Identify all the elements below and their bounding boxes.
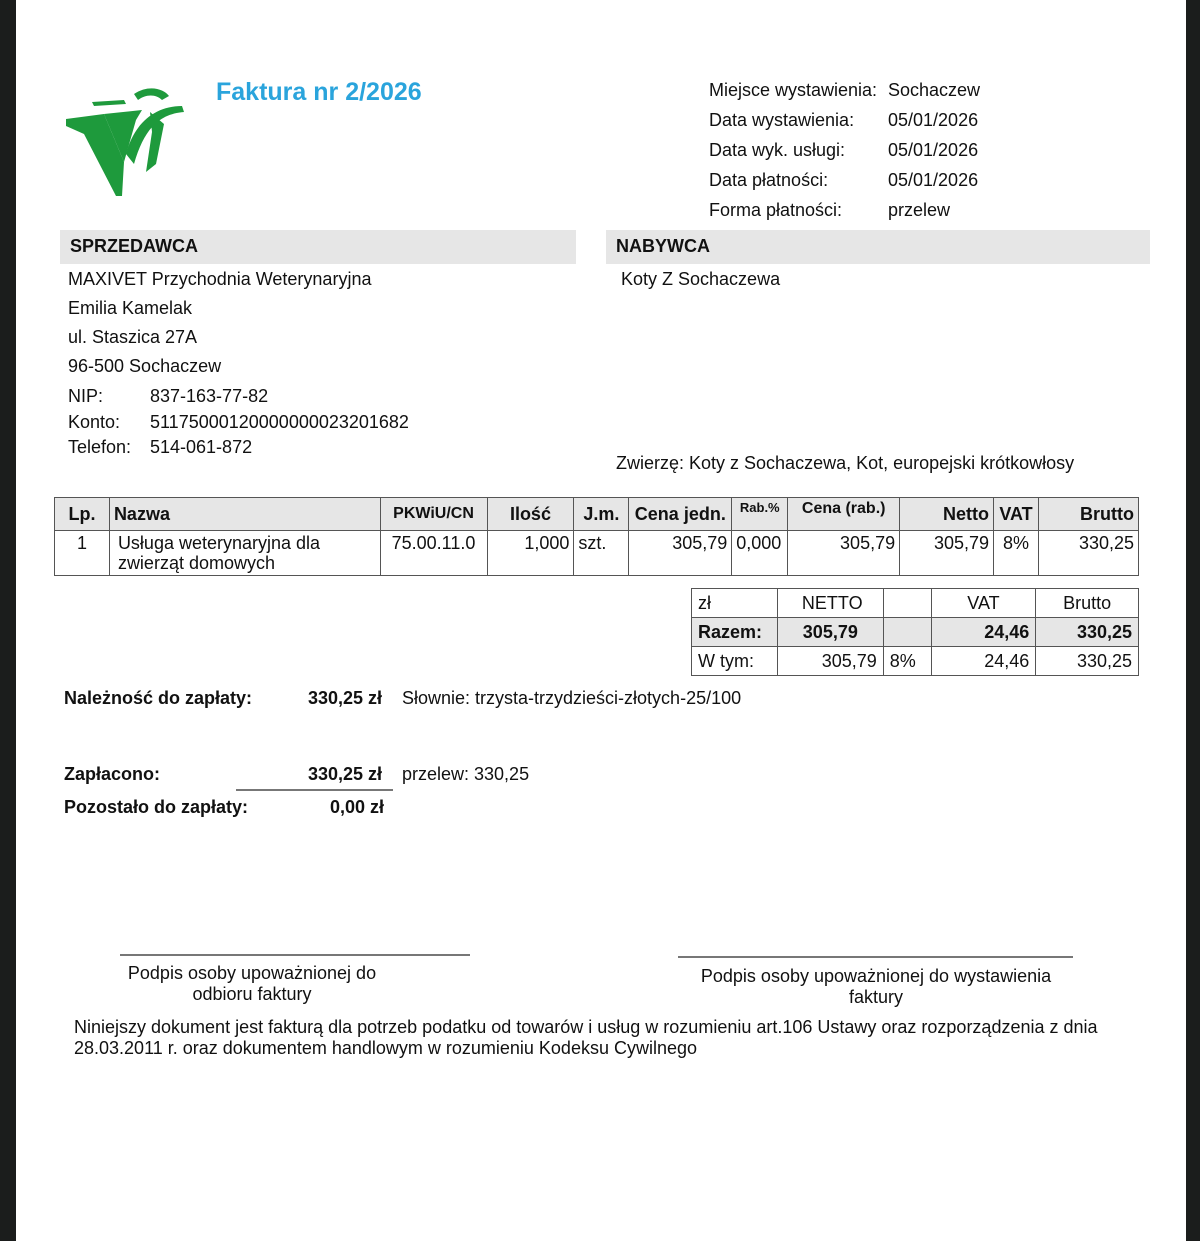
due-words: Słownie: trzysta-trzydzieści-złotych-25/100 [402, 688, 742, 708]
sum-total-gross: 330,25 [1036, 618, 1139, 647]
col-header-vat: VAT [994, 498, 1039, 531]
col-header-net: Netto [900, 498, 994, 531]
buyer-name: Koty Z Sochaczewa [621, 269, 781, 289]
meta-value-payment-date: 05/01/2026 [888, 170, 979, 190]
sum-total-vat: 24,46 [931, 618, 1036, 647]
meta-value-service-date: 05/01/2026 [888, 140, 979, 160]
cell-unit: szt. [574, 531, 629, 576]
sum-total-rate [883, 618, 931, 647]
signature-right-caption: Podpis osoby upoważnionej do wystawienia faktury [700, 966, 1052, 1007]
meta-label-payment-form: Forma płatności: [709, 200, 843, 220]
col-header-pkwiu: PKWiU/CN [380, 498, 487, 531]
sum-head-currency: zł [692, 589, 778, 618]
cell-gross: 330,25 [1039, 531, 1139, 576]
buyer-header: NABYWCA [616, 236, 710, 256]
invoice-page [16, 0, 1186, 1241]
legal-footer-note: Niniejszy dokument jest fakturą dla potrzeb podatku od towarów i usług w rozumieniu art.106 Ustawy oraz rozporządzenia z dnia 28.03.2011 r. oraz dokumentem handlowym w rozumieniu Kodeksu Cywilnego [74, 1017, 1098, 1058]
paid-note: przelew: 330,25 [402, 764, 530, 784]
buyer-animal: Zwierzę: Koty z Sochaczewa, Kot, europejski krótkowłosy [616, 453, 1075, 473]
col-header-name: Nazwa [109, 498, 380, 531]
seller-nip-label: NIP: [68, 386, 104, 406]
cell-net: 305,79 [900, 531, 994, 576]
sum-wtym-label: W tym: [692, 647, 778, 676]
paid-divider [236, 789, 393, 791]
seller-tel-label: Telefon: [68, 437, 132, 457]
seller-name: MAXIVET Przychodnia Weterynaryjna [68, 269, 372, 289]
cell-qty: 1,000 [487, 531, 574, 576]
remaining-label: Pozostało do zapłaty: [64, 797, 249, 817]
summary-table [691, 588, 1139, 676]
col-header-gross: Brutto [1039, 498, 1139, 531]
due-label: Należność do zapłaty: [64, 688, 253, 708]
seller-header: SPRZEDAWCA [70, 236, 199, 256]
remaining-amount: 0,00 zł [330, 797, 385, 817]
paid-label: Zapłacono: [64, 764, 161, 784]
meta-label-service-date: Data wyk. usługi: [709, 140, 846, 160]
sum-head-gross: Brutto [1036, 589, 1139, 618]
meta-value-issue-date: 05/01/2026 [888, 110, 979, 130]
summary-header-row [692, 589, 1139, 618]
paid-amount: 330,25 zł [308, 764, 383, 784]
seller-tel: 514-061-872 [150, 437, 253, 457]
summary-breakdown-row [692, 647, 1139, 676]
cell-vat: 8% [994, 531, 1039, 576]
signature-line-right [678, 956, 1073, 958]
seller-street: ul. Staszica 27A [68, 327, 198, 347]
sum-head-net: NETTO [777, 589, 883, 618]
col-header-unit: J.m. [574, 498, 629, 531]
sum-head-vat: VAT [931, 589, 1036, 618]
cell-lp: 1 [55, 531, 110, 576]
signature-left-caption: Podpis osoby upoważnionej do odbioru faktury [127, 963, 377, 1004]
summary-total-row [692, 618, 1139, 647]
seller-nip: 837-163-77-82 [150, 386, 269, 406]
seller-person: Emilia Kamelak [68, 298, 193, 318]
sum-wtym-vat: 24,46 [931, 647, 1036, 676]
seller-konto-label: Konto: [68, 412, 121, 432]
meta-label-issue-date: Data wystawienia: [709, 110, 855, 130]
cell-discounted-price: 305,79 [788, 531, 900, 576]
col-header-qty: Ilość [487, 498, 574, 531]
meta-value-payment-form: przelew [888, 200, 951, 220]
sum-wtym-rate: 8% [883, 647, 931, 676]
sum-wtym-gross: 330,25 [1036, 647, 1139, 676]
seller-header-band [60, 230, 576, 264]
sum-wtym-net: 305,79 [777, 647, 883, 676]
items-table [54, 497, 1139, 576]
sum-total-net: 305,79 [777, 618, 883, 647]
vet-logo-icon [64, 84, 194, 199]
meta-label-place: Miejsce wystawienia: [709, 80, 878, 100]
items-header-row [55, 498, 1139, 531]
buyer-header-band [606, 230, 1150, 264]
cell-pkwiu: 75.00.11.0 [380, 531, 487, 576]
table-row [55, 531, 1139, 576]
cell-discount: 0,000 [732, 531, 788, 576]
sum-head-rate [883, 589, 931, 618]
signature-line-left [120, 954, 470, 956]
col-header-unit-price: Cena jedn. [629, 498, 732, 531]
cell-unit-price: 305,79 [629, 531, 732, 576]
col-header-discount: Rab.% [732, 498, 788, 531]
cell-name: Usługa weterynaryjna dla zwierząt domowych [109, 531, 380, 576]
col-header-discounted-price: Cena (rab.) [788, 498, 900, 531]
col-header-lp: Lp. [55, 498, 110, 531]
seller-city: 96-500 Sochaczew [68, 356, 222, 376]
sum-total-label: Razem: [692, 618, 778, 647]
meta-value-place: Sochaczew [888, 80, 981, 100]
seller-konto: 51175000120000000023201682 [150, 412, 409, 432]
meta-label-payment-date: Data płatności: [709, 170, 829, 190]
due-amount: 330,25 zł [308, 688, 383, 708]
invoice-title: Faktura nr 2/2026 [216, 78, 422, 106]
